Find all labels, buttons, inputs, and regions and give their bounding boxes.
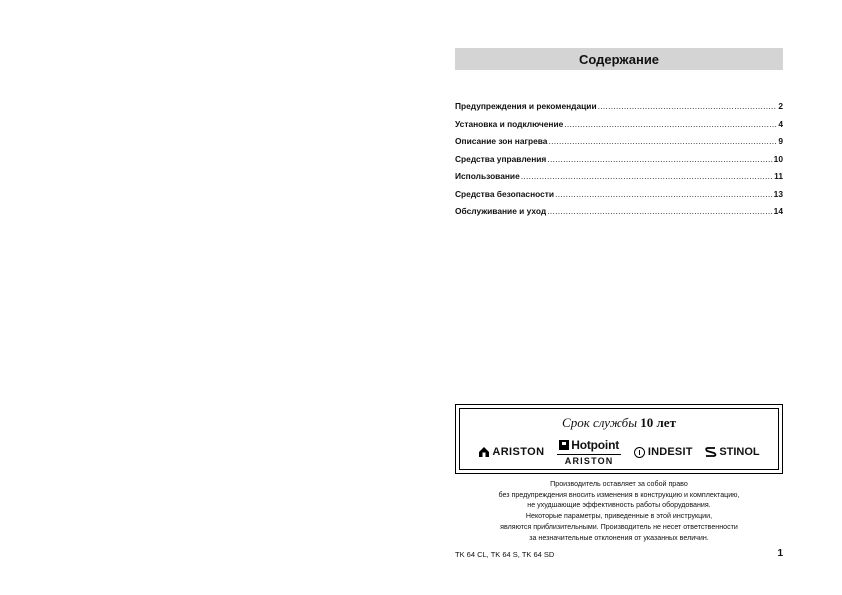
hotpoint-logo-divider	[557, 454, 621, 455]
hotpoint-logo-row	[559, 438, 619, 452]
toc-entry[interactable]	[455, 171, 783, 189]
toc-entry-label: Использование	[455, 171, 520, 181]
service-life-value: 10 лет	[640, 415, 676, 430]
toc-entry-label: Обслуживание и уход	[455, 206, 547, 216]
disclaimer-line: не ухудшающие эффективность работы оборудования.	[527, 501, 711, 510]
toc-entry[interactable]	[455, 119, 783, 137]
toc-entry[interactable]	[455, 136, 783, 154]
toc-leader-dots	[547, 206, 772, 216]
toc-leader-dots	[547, 154, 772, 164]
toc-entry-page: 10	[773, 153, 783, 164]
brand-logos	[460, 436, 778, 468]
service-life-line	[460, 415, 778, 431]
toc-entry-page: 11	[774, 171, 783, 181]
toc-leader-dots	[598, 101, 778, 111]
hotpoint-ariston-subtext: ARISTON	[564, 456, 614, 466]
service-life-label: Срок службы	[562, 415, 638, 430]
toc-leader-dots	[555, 189, 773, 199]
hotpoint-logo-text: Hotpoint	[571, 438, 619, 452]
disclaimer-line: являются приблизительными. Производитель не несет ответственности	[500, 522, 738, 531]
ariston-logo-text: ARISTON	[492, 446, 545, 458]
toc-leader-dots	[564, 119, 777, 129]
disclaimer-line: без предупреждения вносить изменения в конструкцию и комплектацию,	[498, 490, 740, 499]
toc-entry[interactable]	[455, 101, 783, 119]
disclaimer-line: Некоторые параметры, приведенные в этой инструкции,	[525, 512, 713, 521]
stinol-logo	[705, 446, 759, 458]
hotpoint-square-icon	[559, 440, 569, 450]
toc-leader-dots	[548, 136, 777, 146]
toc-entry-label: Описание зон нагрева	[455, 136, 548, 146]
manufacturer-disclaimer	[455, 479, 783, 543]
toc-entry-label: Средства управления	[455, 153, 547, 164]
toc-entry-page: 4	[778, 118, 783, 129]
toc-entry[interactable]	[455, 189, 783, 207]
footer-page-number: 1	[777, 548, 783, 559]
table-of-contents	[455, 101, 783, 224]
service-life-box	[455, 404, 783, 474]
disclaimer-line: Производитель оставляет за собой право	[550, 480, 688, 488]
service-life-frame	[459, 408, 779, 470]
toc-entry[interactable]	[455, 154, 783, 172]
hotpoint-ariston-logo	[557, 438, 621, 466]
toc-entry-label: Средства безопасности	[455, 188, 555, 199]
footer-model-numbers: TK 64 CL, TK 64 S, TK 64 SD	[455, 550, 555, 559]
page-title: Содержание	[455, 48, 783, 70]
toc-entry-label: Установка и подключение	[455, 118, 564, 129]
disclaimer-line: за незначительные отклонения от указанных величин.	[529, 533, 709, 542]
stinol-logo-text: STINOL	[719, 446, 760, 458]
toc-entry-page: 9	[778, 136, 783, 146]
toc-entry-page: 2	[778, 101, 783, 111]
toc-entry[interactable]	[455, 206, 783, 224]
indesit-logo-text: INDESIT	[647, 446, 693, 458]
toc-entry-page: 14	[773, 206, 783, 216]
document-page	[455, 0, 783, 595]
ariston-logo	[478, 446, 544, 458]
house-icon	[478, 446, 490, 458]
indesit-ring-icon	[634, 447, 645, 458]
toc-leader-dots	[521, 171, 773, 181]
toc-entry-page: 13	[773, 188, 783, 199]
toc-entry-label: Предупреждения и рекомендации	[455, 101, 597, 111]
indesit-logo	[634, 446, 693, 458]
stinol-swirl-icon	[705, 447, 717, 457]
